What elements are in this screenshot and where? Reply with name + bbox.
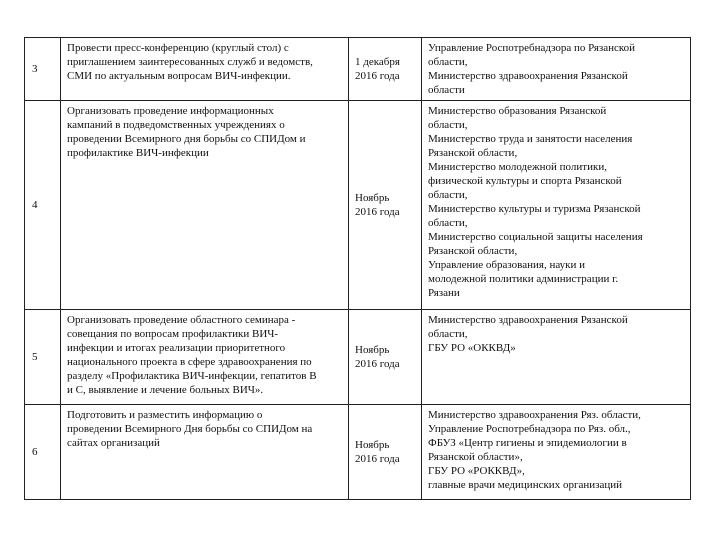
task-cell-line: СМИ по актуальным вопросам ВИЧ-инфекции.: [67, 70, 291, 82]
responsible-cell-line: Министерство культуры и туризма Рязанской: [428, 203, 641, 215]
responsible-cell-line: Рязани: [428, 287, 460, 299]
responsible-cell-line: ГБУ РО «РОККВД»,: [428, 465, 525, 477]
date-cell: [349, 310, 422, 405]
responsible-cell-line: молодежной политики администрации г.: [428, 273, 619, 285]
task-cell: [61, 405, 349, 500]
date-cell-line: 2016 года: [355, 206, 400, 218]
task-cell-line: Провести пресс-конференцию (круглый стол) с: [67, 42, 289, 54]
responsible-cell-line: Управление Роспотребнадзора по Ряз. обл.,: [428, 423, 631, 435]
responsible-cell: [422, 405, 691, 500]
row-number: 6: [25, 405, 61, 500]
task-cell-line: и С, выявление и лечение больных ВИЧ».: [67, 384, 264, 396]
task-cell-line: Организовать проведение областного семинара -: [67, 314, 296, 326]
table-row: [25, 101, 691, 310]
date-cell: [349, 101, 422, 310]
responsible-cell-line: области: [428, 84, 465, 96]
responsible-cell-line: области,: [428, 119, 468, 131]
task-cell-line: сайтах организаций: [67, 437, 160, 449]
responsible-cell: [422, 38, 691, 101]
responsible-cell-line: Министерство здравоохранения Рязанской: [428, 314, 628, 326]
responsible-cell-line: Министерство молодежной политики,: [428, 161, 607, 173]
responsible-cell-line: Управление Роспотребнадзора по Рязанской: [428, 42, 636, 54]
date-cell-line: 2016 года: [355, 453, 400, 465]
task-cell-line: Организовать проведение информационных: [67, 105, 274, 117]
task-cell-line: проведении Всемирного дня борьбы со СПИДом и: [67, 133, 306, 145]
task-cell: [61, 38, 349, 101]
responsible-cell-line: области,: [428, 189, 468, 201]
responsible-cell-line: Рязанской области,: [428, 147, 518, 159]
task-cell-line: кампаний в подведомственных учреждениях о: [67, 119, 285, 131]
task-cell: [61, 310, 349, 405]
task-cell-line: профилактике ВИЧ-инфекции: [67, 147, 209, 159]
date-cell-line: 2016 года: [355, 358, 400, 370]
date-cell: [349, 38, 422, 101]
events-table: [24, 37, 691, 500]
date-cell: [349, 405, 422, 500]
responsible-cell-line: физической культуры и спорта Рязанской: [428, 175, 622, 187]
task-cell-line: совещания по вопросам профилактики ВИЧ-: [67, 328, 279, 340]
date-cell-line: Ноябрь: [355, 192, 390, 204]
responsible-cell: [422, 101, 691, 310]
responsible-cell-line: Рязанской области,: [428, 245, 518, 257]
task-cell-line: национального проекта в сфере здравоохранения по: [67, 356, 312, 368]
responsible-cell-line: области,: [428, 328, 468, 340]
date-cell-line: Ноябрь: [355, 344, 390, 356]
date-cell-line: 2016 года: [355, 70, 400, 82]
table-row: [25, 310, 691, 405]
task-cell: [61, 101, 349, 310]
task-cell-line: проведении Всемирного Дня борьбы со СПИДом на: [67, 423, 313, 435]
task-cell-line: Подготовить и разместить информацию о: [67, 409, 263, 421]
responsible-cell-line: ГБУ РО «ОККВД»: [428, 342, 516, 354]
row-number: 5: [25, 310, 61, 405]
responsible-cell-line: главные врачи медицинских организаций: [428, 479, 622, 491]
responsible-cell-line: области,: [428, 56, 468, 68]
responsible-cell-line: Министерство здравоохранения Рязанской: [428, 70, 628, 82]
task-cell-line: разделу «Профилактика ВИЧ-инфекции, гепатитов В: [67, 370, 317, 382]
date-cell-line: 1 декабря: [355, 56, 400, 68]
responsible-cell-line: Министерство здравоохранения Ряз. области,: [428, 409, 641, 421]
responsible-cell-line: Рязанской области»,: [428, 451, 523, 463]
task-cell-line: инфекции и итогах реализации приоритетного: [67, 342, 286, 354]
responsible-cell: [422, 310, 691, 405]
responsible-cell-line: ФБУЗ «Центр гигиены и эпидемиологии в: [428, 437, 627, 449]
responsible-cell-line: Министерство образования Рязанской: [428, 105, 607, 117]
responsible-cell-line: Министерство труда и занятости населения: [428, 133, 633, 145]
task-cell-line: приглашением заинтересованных служб и ведомств,: [67, 56, 313, 68]
responsible-cell-line: Министерство социальной защиты населения: [428, 231, 643, 243]
responsible-cell-line: области,: [428, 217, 468, 229]
table-row: [25, 38, 691, 101]
responsible-cell-line: Управление образования, науки и: [428, 259, 586, 271]
table-row: [25, 405, 691, 500]
date-cell-line: Ноябрь: [355, 439, 390, 451]
row-number: 4: [25, 101, 61, 310]
row-number: 3: [25, 38, 61, 101]
